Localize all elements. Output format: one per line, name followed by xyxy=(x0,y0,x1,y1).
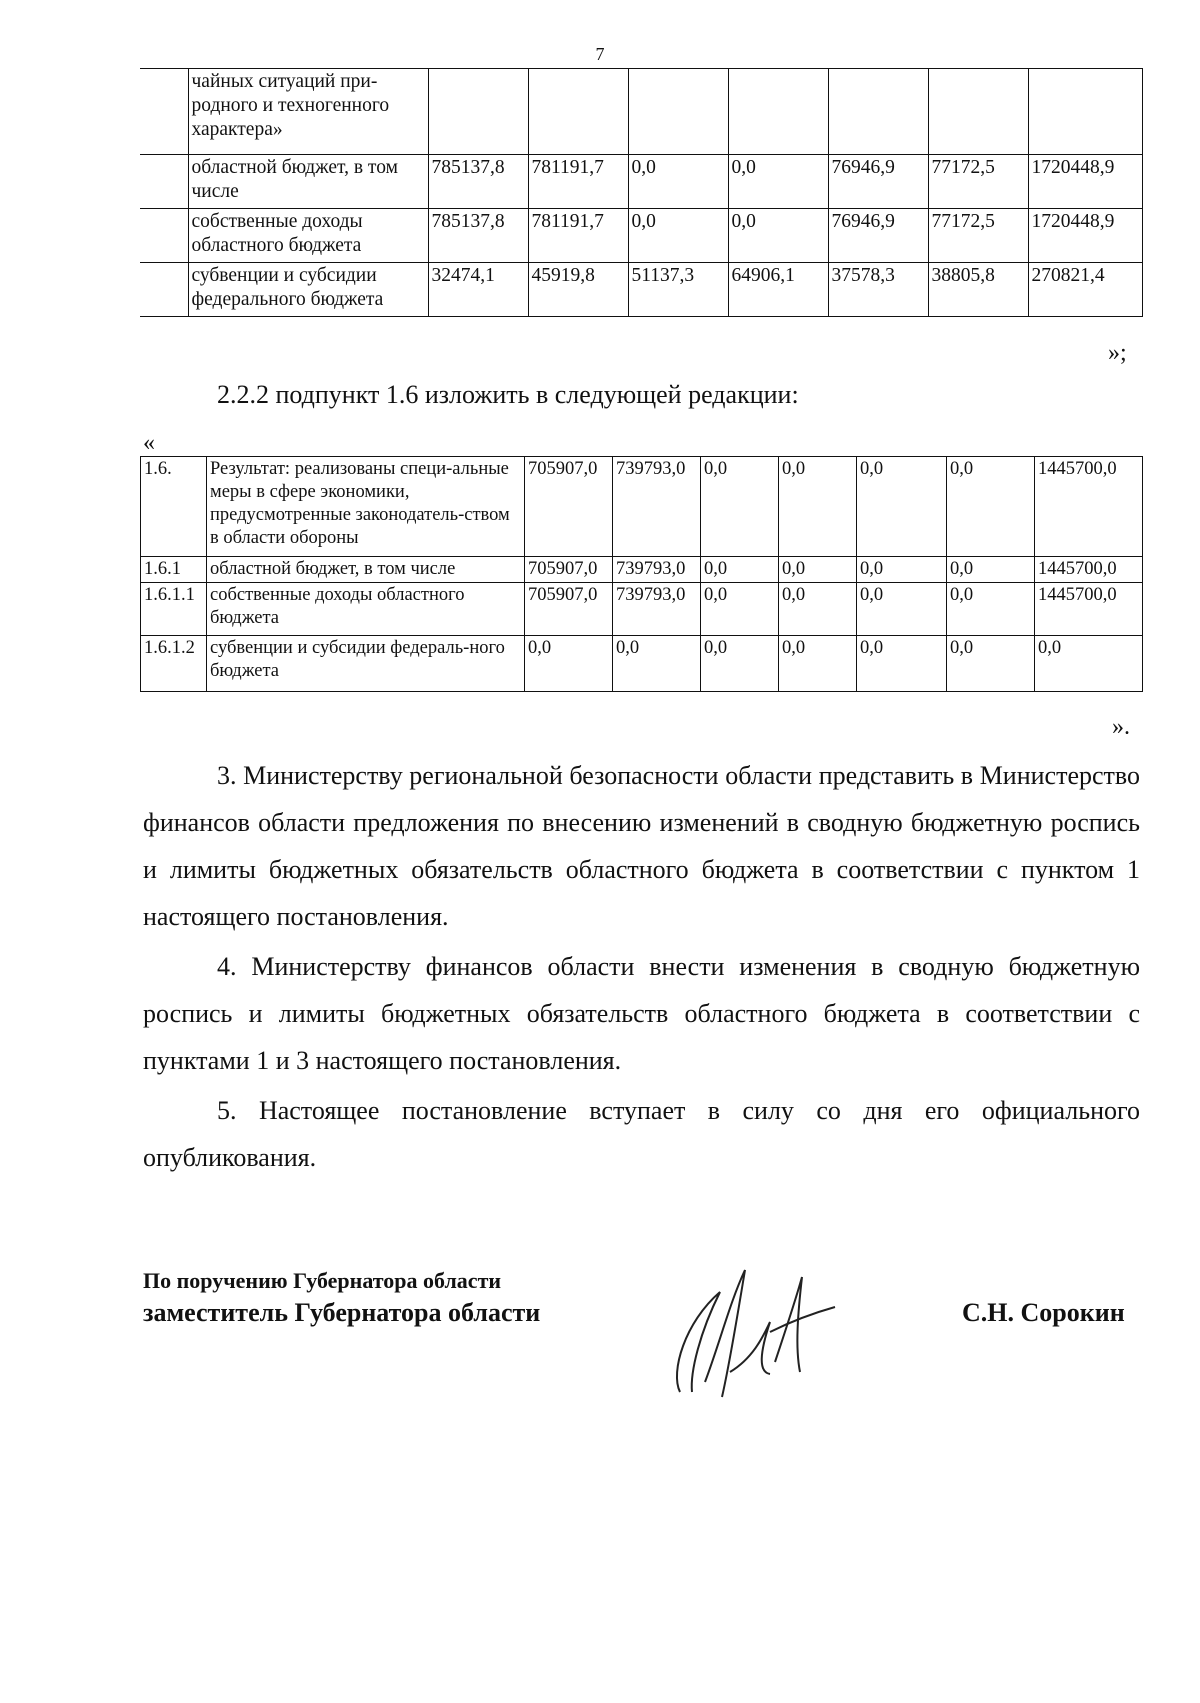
value-cell: 77172,5 xyxy=(928,209,1028,263)
value-cell: 0,0 xyxy=(947,457,1035,557)
value-cell: 785137,8 xyxy=(428,155,528,209)
value-cell: 0,0 xyxy=(857,557,947,583)
value-cell xyxy=(728,69,828,155)
closing-quote-end: ». xyxy=(1112,714,1130,740)
budget-table-1-6 xyxy=(140,456,1143,692)
budget-table-continuation xyxy=(140,68,1143,317)
value-cell: 32474,1 xyxy=(428,263,528,317)
signatory-name: С.Н. Сорокин xyxy=(962,1298,1125,1327)
opening-quote: « xyxy=(143,430,155,456)
value-cell: 51137,3 xyxy=(628,263,728,317)
row-number-cell xyxy=(140,263,188,317)
value-cell: 739793,0 xyxy=(613,583,701,636)
signature-caption: По поручению Губернатора области xyxy=(143,1268,502,1293)
row-name-cell: собственные доходы областного бюджета xyxy=(207,583,525,636)
value-cell: 0,0 xyxy=(857,583,947,636)
table-row xyxy=(140,155,1142,209)
table-row xyxy=(140,209,1142,263)
value-cell: 0,0 xyxy=(728,209,828,263)
value-cell: 0,0 xyxy=(628,155,728,209)
section-heading: 2.2.2 подпункт 1.6 изложить в следующей редакции: xyxy=(217,380,799,409)
value-cell: 0,0 xyxy=(857,457,947,557)
value-cell: 76946,9 xyxy=(828,155,928,209)
value-cell: 38805,8 xyxy=(928,263,1028,317)
table-row xyxy=(140,69,1142,155)
paragraph-4: 4. Министерству финансов области внести изменения в сводную бюджетную роспись и лимиты бюджетных обязательств областного бюджета в соответствии с пунктами 1 и 3 настоящего постановления. xyxy=(143,952,1140,1075)
value-cell: 0,0 xyxy=(613,636,701,692)
value-cell: 705907,0 xyxy=(525,557,613,583)
value-cell: 0,0 xyxy=(525,636,613,692)
row-name-cell: чайных ситуаций при-родного и техногенного характера» xyxy=(188,69,428,155)
value-cell: 1720448,9 xyxy=(1028,155,1142,209)
signatory-title: заместитель Губернатора области xyxy=(143,1298,541,1327)
value-cell xyxy=(928,69,1028,155)
value-cell: 77172,5 xyxy=(928,155,1028,209)
row-number-cell: 1.6.1.2 xyxy=(141,636,207,692)
table-row xyxy=(141,557,1143,583)
value-cell: 1445700,0 xyxy=(1035,583,1143,636)
value-cell: 0,0 xyxy=(628,209,728,263)
value-cell: 0,0 xyxy=(779,557,857,583)
value-cell: 45919,8 xyxy=(528,263,628,317)
row-name-cell: областной бюджет, в том числе xyxy=(207,557,525,583)
value-cell xyxy=(428,69,528,155)
row-name-cell: собственные доходы областного бюджета xyxy=(188,209,428,263)
row-number-cell xyxy=(140,155,188,209)
value-cell: 781191,7 xyxy=(528,155,628,209)
table-row xyxy=(141,457,1143,557)
value-cell: 785137,8 xyxy=(428,209,528,263)
row-name-cell: Результат: реализованы специ-альные меры в сфере экономики, предусмотренные законодатель-ством в области обороны xyxy=(207,457,525,557)
row-name-cell: субвенции и субсидии федерального бюджета xyxy=(188,263,428,317)
value-cell: 739793,0 xyxy=(613,557,701,583)
value-cell xyxy=(828,69,928,155)
value-cell: 0,0 xyxy=(947,557,1035,583)
row-number-cell xyxy=(140,209,188,263)
row-number-cell: 1.6. xyxy=(141,457,207,557)
paragraph-5: 5. Настоящее постановление вступает в силу со дня его официального опубликования. xyxy=(143,1096,1140,1172)
value-cell: 76946,9 xyxy=(828,209,928,263)
value-cell: 0,0 xyxy=(701,583,779,636)
value-cell: 0,0 xyxy=(1035,636,1143,692)
value-cell: 705907,0 xyxy=(525,457,613,557)
handwritten-signature xyxy=(660,1262,880,1402)
value-cell: 705907,0 xyxy=(525,583,613,636)
value-cell: 270821,4 xyxy=(1028,263,1142,317)
page-number: 7 xyxy=(595,44,605,64)
value-cell xyxy=(528,69,628,155)
row-number-cell: 1.6.1.1 xyxy=(141,583,207,636)
value-cell: 37578,3 xyxy=(828,263,928,317)
value-cell: 64906,1 xyxy=(728,263,828,317)
value-cell: 0,0 xyxy=(728,155,828,209)
paragraph-3: 3. Министерству региональной безопасности области представить в Министерство финансов области предложения по внесению изменений в сводную бюджетную роспись и лимиты бюджетных обязательств областного бюджета в соответствии с пунктом 1 настоящего постановления. xyxy=(143,761,1140,931)
value-cell: 0,0 xyxy=(779,636,857,692)
value-cell: 0,0 xyxy=(947,636,1035,692)
value-cell: 0,0 xyxy=(857,636,947,692)
table-row xyxy=(140,263,1142,317)
value-cell: 739793,0 xyxy=(613,457,701,557)
value-cell: 781191,7 xyxy=(528,209,628,263)
value-cell: 0,0 xyxy=(701,636,779,692)
value-cell: 0,0 xyxy=(779,583,857,636)
value-cell: 1720448,9 xyxy=(1028,209,1142,263)
value-cell xyxy=(1028,69,1142,155)
closing-quote: »; xyxy=(1108,340,1127,366)
table-row xyxy=(141,583,1143,636)
row-name-cell: областной бюджет, в том числе xyxy=(188,155,428,209)
value-cell: 1445700,0 xyxy=(1035,457,1143,557)
row-number-cell xyxy=(140,69,188,155)
value-cell: 1445700,0 xyxy=(1035,557,1143,583)
row-name-cell: субвенции и субсидии федераль-ного бюджета xyxy=(207,636,525,692)
value-cell xyxy=(628,69,728,155)
table-row xyxy=(141,636,1143,692)
row-number-cell: 1.6.1 xyxy=(141,557,207,583)
value-cell: 0,0 xyxy=(701,457,779,557)
value-cell: 0,0 xyxy=(701,557,779,583)
value-cell: 0,0 xyxy=(779,457,857,557)
value-cell: 0,0 xyxy=(947,583,1035,636)
